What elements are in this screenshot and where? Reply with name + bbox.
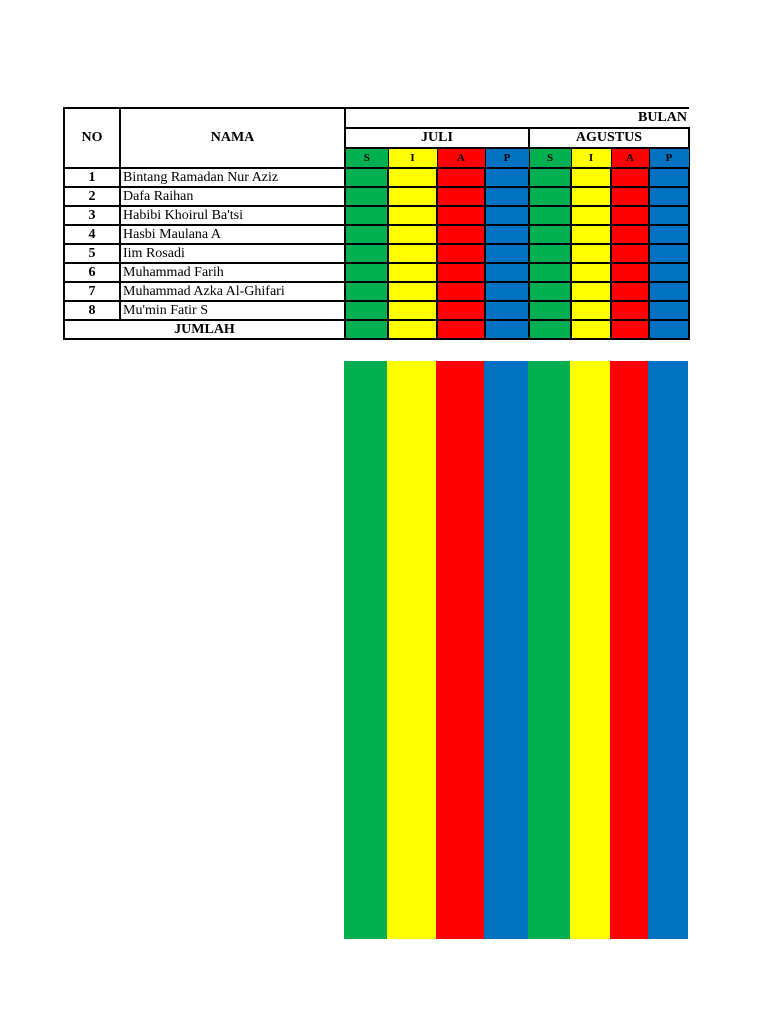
month-agustus: AGUSTUS [529, 128, 689, 148]
table-row [64, 301, 689, 320]
cell-i[interactable] [388, 168, 437, 187]
row-number: 8 [64, 301, 120, 320]
cell-a[interactable] [437, 168, 485, 187]
table-row [64, 282, 689, 301]
student-name: Muhammad Azka Al-Ghifari [120, 282, 345, 301]
header-nama: NAMA [120, 108, 345, 168]
row-number: 1 [64, 168, 120, 187]
total-cell-p [649, 320, 689, 339]
code-p-agustus: P [649, 148, 689, 168]
cell-s[interactable] [529, 206, 571, 225]
cell-p[interactable] [649, 263, 689, 282]
cell-p[interactable] [485, 301, 529, 320]
color-chart [344, 361, 689, 939]
cell-a[interactable] [437, 225, 485, 244]
total-cell-p [485, 320, 529, 339]
cell-p[interactable] [485, 187, 529, 206]
table-row [64, 244, 689, 263]
cell-a[interactable] [437, 263, 485, 282]
cell-a[interactable] [611, 282, 649, 301]
cell-i[interactable] [388, 244, 437, 263]
cell-s[interactable] [345, 244, 388, 263]
code-i-agustus: I [571, 148, 611, 168]
row-number: 2 [64, 187, 120, 206]
attendance-table [63, 107, 690, 340]
total-cell-s [345, 320, 388, 339]
cell-p[interactable] [649, 282, 689, 301]
cell-s[interactable] [529, 225, 571, 244]
cell-p[interactable] [485, 244, 529, 263]
cell-s[interactable] [529, 187, 571, 206]
attendance-sheet [63, 107, 690, 340]
student-rows [64, 168, 689, 320]
cell-i[interactable] [571, 187, 611, 206]
code-i-juli: I [388, 148, 437, 168]
cell-a[interactable] [437, 282, 485, 301]
cell-i[interactable] [571, 225, 611, 244]
cell-a[interactable] [611, 244, 649, 263]
cell-a[interactable] [611, 301, 649, 320]
student-name: Dafa Raihan [120, 187, 345, 206]
row-number: 5 [64, 244, 120, 263]
cell-p[interactable] [649, 206, 689, 225]
cell-p[interactable] [649, 187, 689, 206]
table-row [64, 263, 689, 282]
table-row [64, 168, 689, 187]
row-number: 4 [64, 225, 120, 244]
table-row [64, 225, 689, 244]
cell-i[interactable] [571, 206, 611, 225]
bar-i-juli [387, 361, 436, 939]
table-row [64, 206, 689, 225]
cell-i[interactable] [388, 282, 437, 301]
total-row [64, 320, 689, 339]
code-s-agustus: S [529, 148, 571, 168]
cell-a[interactable] [611, 225, 649, 244]
cell-i[interactable] [388, 301, 437, 320]
cell-i[interactable] [571, 301, 611, 320]
cell-i[interactable] [571, 244, 611, 263]
bar-p-juli [484, 361, 528, 939]
bar-a-agustus [610, 361, 648, 939]
cell-a[interactable] [611, 263, 649, 282]
cell-a[interactable] [611, 187, 649, 206]
student-name: Hasbi Maulana A [120, 225, 345, 244]
code-a-agustus: A [611, 148, 649, 168]
cell-p[interactable] [485, 282, 529, 301]
cell-s[interactable] [345, 225, 388, 244]
cell-s[interactable] [345, 282, 388, 301]
cell-i[interactable] [388, 225, 437, 244]
cell-s[interactable] [345, 206, 388, 225]
cell-i[interactable] [571, 263, 611, 282]
total-label: JUMLAH [64, 320, 345, 339]
bar-s-juli [344, 361, 387, 939]
month-juli: JULI [345, 128, 529, 148]
cell-a[interactable] [437, 187, 485, 206]
cell-a[interactable] [437, 244, 485, 263]
cell-p[interactable] [485, 263, 529, 282]
cell-s[interactable] [529, 263, 571, 282]
cell-p[interactable] [649, 225, 689, 244]
cell-i[interactable] [388, 187, 437, 206]
student-name: Muhammad Farih [120, 263, 345, 282]
cell-p[interactable] [485, 225, 529, 244]
total-cell-a [611, 320, 649, 339]
cell-i[interactable] [388, 206, 437, 225]
row-number: 3 [64, 206, 120, 225]
cell-i[interactable] [571, 282, 611, 301]
cell-p[interactable] [485, 168, 529, 187]
bar-a-juli [436, 361, 484, 939]
cell-s[interactable] [529, 282, 571, 301]
cell-p[interactable] [485, 206, 529, 225]
cell-a[interactable] [611, 168, 649, 187]
student-name: Iim Rosadi [120, 244, 345, 263]
bar-s-agustus [528, 361, 570, 939]
cell-p[interactable] [649, 301, 689, 320]
header-no: NO [64, 108, 120, 168]
cell-s[interactable] [529, 168, 571, 187]
cell-a[interactable] [437, 301, 485, 320]
cell-i[interactable] [571, 168, 611, 187]
total-cell-i [571, 320, 611, 339]
cell-s[interactable] [345, 168, 388, 187]
row-number: 6 [64, 263, 120, 282]
bar-i-agustus [570, 361, 610, 939]
row-number: 7 [64, 282, 120, 301]
table-row [64, 187, 689, 206]
student-name: Bintang Ramadan Nur Aziz [120, 168, 345, 187]
total-cell-s [529, 320, 571, 339]
cell-a[interactable] [437, 206, 485, 225]
cell-a[interactable] [611, 206, 649, 225]
cell-p[interactable] [649, 244, 689, 263]
code-p-juli: P [485, 148, 529, 168]
student-name: Habibi Khoirul Ba'tsi [120, 206, 345, 225]
student-name: Mu'min Fatir S [120, 301, 345, 320]
cell-s[interactable] [345, 263, 388, 282]
bar-p-agustus [648, 361, 688, 939]
header-bulan: BULAN [345, 108, 689, 128]
cell-s[interactable] [529, 244, 571, 263]
cell-s[interactable] [345, 187, 388, 206]
total-cell-a [437, 320, 485, 339]
cell-s[interactable] [345, 301, 388, 320]
code-s-juli: S [345, 148, 388, 168]
cell-s[interactable] [529, 301, 571, 320]
code-a-juli: A [437, 148, 485, 168]
total-cell-i [388, 320, 437, 339]
cell-p[interactable] [649, 168, 689, 187]
cell-i[interactable] [388, 263, 437, 282]
